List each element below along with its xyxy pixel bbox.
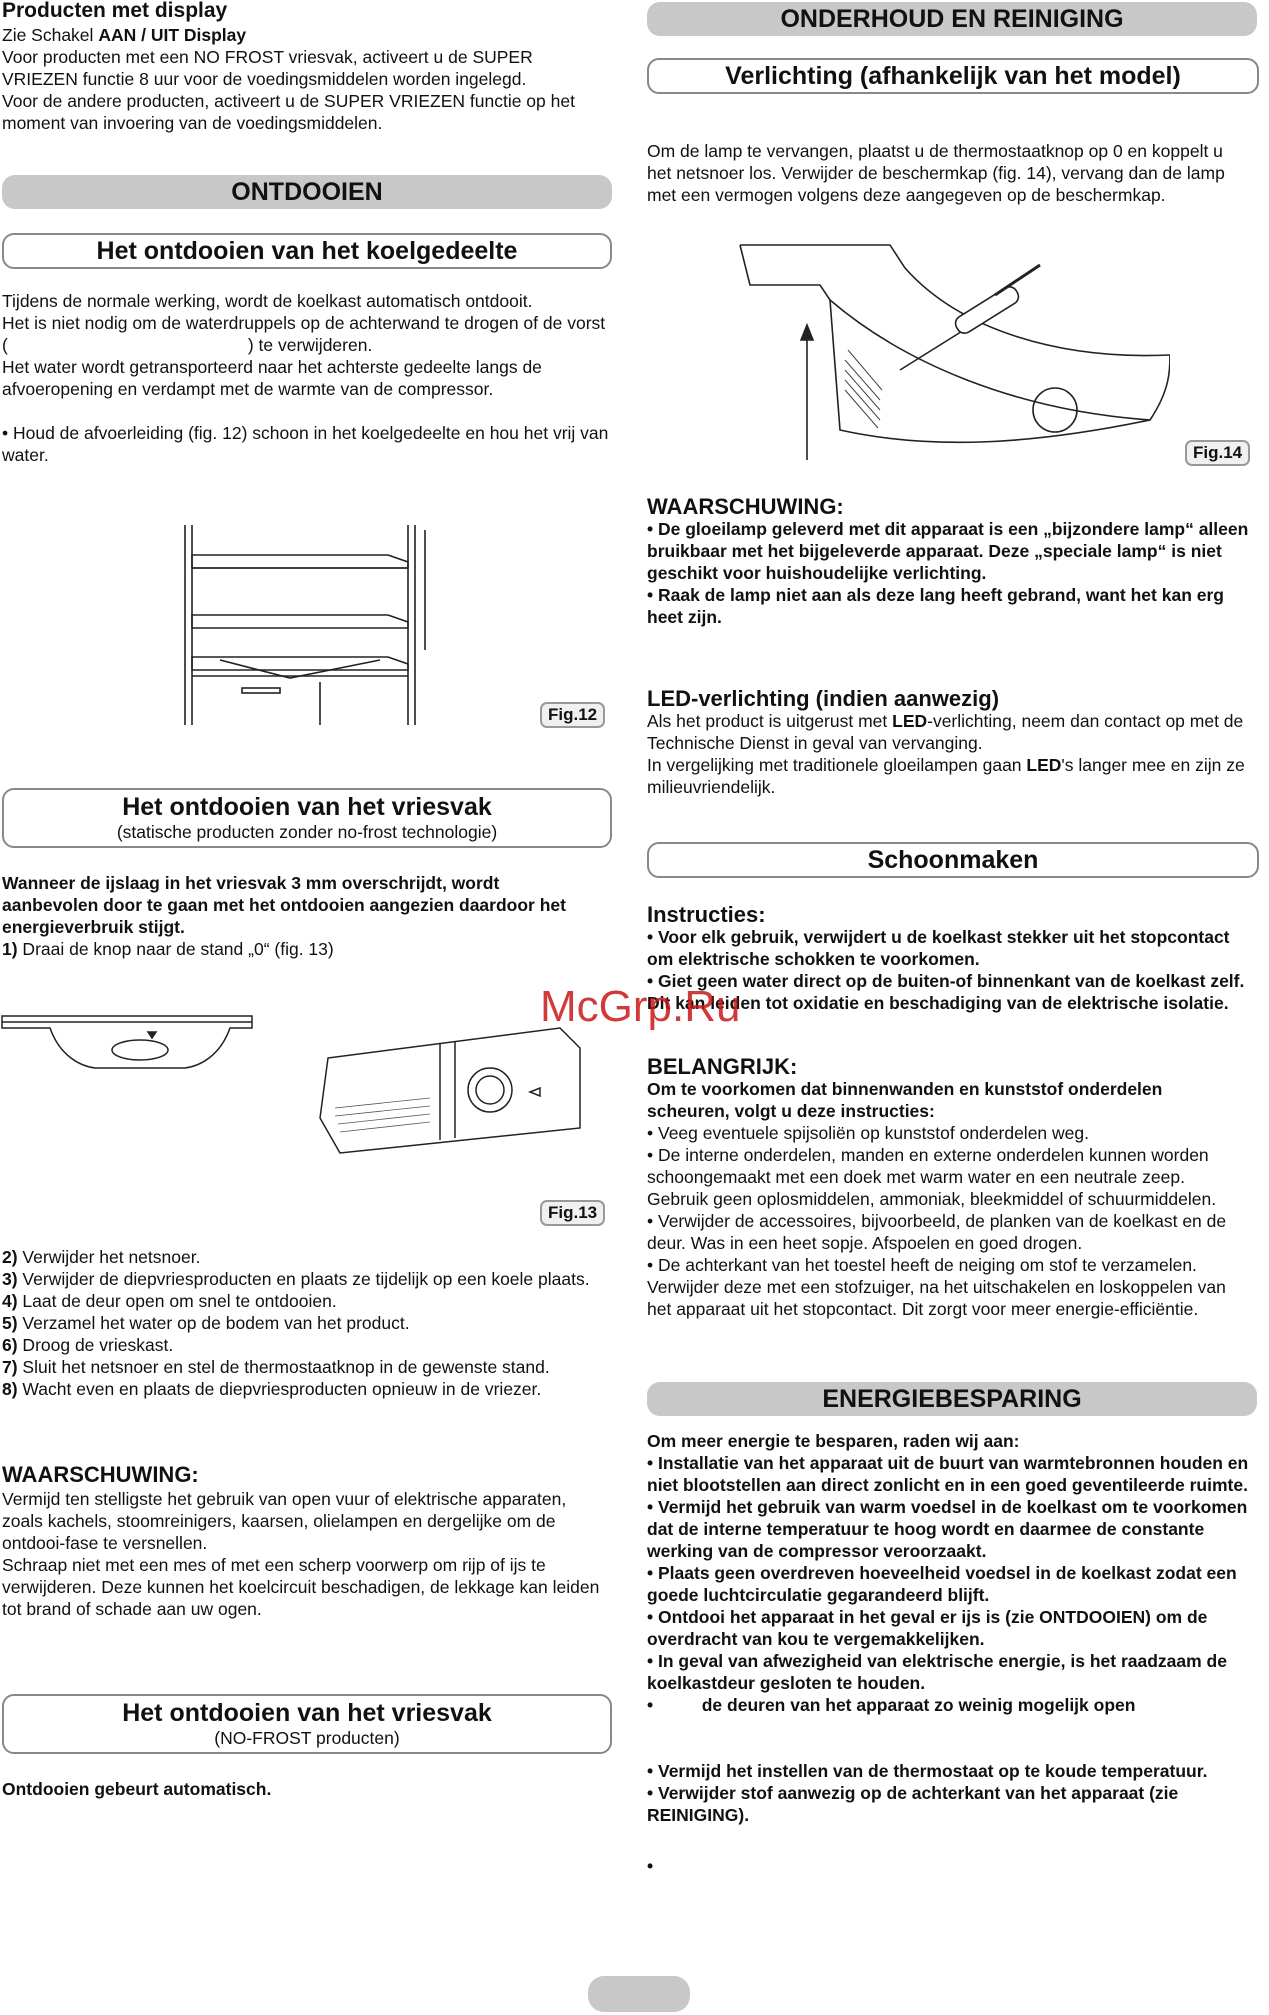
nofrost-header-sub: (NO-FROST producten) (214, 1728, 400, 1748)
energie-list (647, 1430, 1265, 1716)
instructies-title: Instructies: (647, 902, 766, 927)
list-item: Om meer energie te besparen, raden wij aan: (647, 1431, 1020, 1451)
vriesvak-header (2, 788, 612, 848)
led-title: LED-verlichting (indien aanwezig) (647, 686, 1000, 711)
intro-paragraph-1: Voor producten met een NO FROST vriesvak, activeert u de SUPER VRIEZEN functie 8 uur voor de voedingsmiddelen worden ingelegd. (2, 47, 533, 89)
energiebesparing-header: ENERGIEBESPARING (647, 1382, 1257, 1416)
koel-paragraph-1: Tijdens de normale werking, wordt de koelkast automatisch ontdooit. (2, 291, 533, 311)
koel-paragraph-2 (2, 312, 607, 356)
right-warning-paragraph-1: • De gloeilamp geleverd met dit apparaat is een „bijzondere lamp“ alleen bruikbaar met het bijgeleverde apparaat. Deze „speciale lamp“ is niet geschikt voor huishoudelijke verlichting. (647, 519, 1249, 583)
ontdooien-header: ONTDOOIEN (2, 175, 612, 209)
fig14-label: Fig.14 (1185, 440, 1250, 466)
watermark: McGrp.Ru (540, 982, 741, 1031)
right-warning-paragraph-2: • Raak de lamp niet aan als deze lang heeft gebrand, want het kan erg heet zijn. (647, 585, 1224, 627)
instructies-paragraph-1: • Voor elk gebruik, verwijdert u de koelkast stekker uit het stopcontact om elektrische schokken te voorkomen. (647, 927, 1230, 969)
left-warning-paragraph-2: Schraap niet met een mes of met een scherp voorwerp om rijp of ijs te verwijderen. Deze kunnen het koelcircuit beschadigen, de lekkage kan leiden tot brand of schade aan uw ogen. (2, 1555, 600, 1619)
led-paragraph-1 (647, 710, 1259, 754)
list-item: • De interne onderdelen, manden en externe onderdelen kunnen worden schoongemaakt met een doek met warm water en een neutrale zeep. Gebruik geen oplosmiddelen, ammoniak, bleekmiddel of schuurmiddelen. (647, 1145, 1217, 1209)
step-1-text: Draai de knop naar de stand „0“ (fig. 13) (17, 939, 334, 959)
led-paragraph-1b: -verlichting, neem dan contact op met de Technische Dienst in geval van vervanging. (647, 711, 1244, 753)
belangrijk-list (647, 1122, 1251, 1320)
list-item: • De achterkant van het toestel heeft de neiging om stof te verzamelen. Verwijder deze met een stofzuiger, na het uitschakelen en loskoppelen van het apparaat uit het stopcontact. Dit zorgt voor meer energie-efficiëntie. (647, 1255, 1226, 1319)
fig12-label: Fig.12 (540, 702, 605, 728)
nofrost-text: Ontdooien gebeurt automatisch. (2, 1779, 272, 1799)
fig13-knob-illustration (0, 1008, 620, 1158)
left-warning-title: WAARSCHUWING: (2, 1462, 199, 1487)
step-1 (2, 938, 612, 960)
led-paragraph-2a: In vergelijking met traditionele gloeilampen gaan (647, 755, 1027, 775)
led-paragraph-2 (647, 754, 1259, 798)
step-item: 2) Verwijder het netsnoer. (2, 1247, 201, 1267)
koel-paragraph-2a: Het is niet nodig om de waterdruppels op de achterwand te drogen of de vorst ( (2, 313, 606, 355)
koel-paragraph-3: Het water wordt getransporteerd naar het achterste gedeelte langs de afvoeropening en verdampt met de warmte van de compressor. (2, 357, 542, 399)
belangrijk-title: BELANGRIJK: (647, 1054, 798, 1079)
led-paragraph-1a: Als het product is uitgerust met (647, 711, 893, 731)
list-item: • Veeg eventuele spijsoliën op kunststof onderdelen weg. (647, 1123, 1089, 1143)
step-item: 7) Sluit het netsnoer en stel de thermostaatknop in de gewenste stand. (2, 1357, 550, 1377)
fig13-label: Fig.13 (540, 1200, 605, 1226)
led-paragraph-2b: 's langer mee en zijn ze milieuvriendelijk. (647, 755, 1245, 797)
step-item: 3) Verwijder de diepvriesproducten en plaats ze tijdelijk op een koele plaats. (2, 1269, 590, 1289)
fig12-shelves-illustration (180, 520, 480, 730)
vriesvak-bold-paragraph: Wanneer de ijslaag in het vriesvak 3 mm overschrijdt, wordt aanbevolen door te gaan met het ontdooien aangezien daardoor het energieverbruik stijgt. (2, 873, 566, 937)
energie-list-more (647, 1760, 1259, 1826)
intro-line1 (2, 24, 612, 46)
vriesvak-header-sub: (statische producten zonder no-frost technologie) (116, 822, 498, 842)
list-item: • de deuren van het apparaat zo weinig mogelijk open (647, 1695, 1136, 1715)
led-word: LED (892, 711, 928, 731)
intro-title: Producten met display (2, 0, 228, 22)
lone-bullet: • (647, 1856, 654, 1876)
list-item: • Verwijder de accessoires, bijvoorbeeld, de planken van de koelkast en de deur. Was in een heet sopje. Afspoelen en goed drogen. (647, 1211, 1227, 1253)
fig14-lamp-illustration (730, 240, 1170, 470)
list-item: • Installatie van het apparaat uit de buurt van warmtebronnen houden en niet blootstellen aan direct zonlicht en in een goed geventileerde ruimte. (647, 1453, 1249, 1495)
step-item: 8) Wacht even en plaats de diepvriesproducten opnieuw in de vriezer. (2, 1379, 542, 1399)
intro-line1-prefix: Zie Schakel (2, 25, 94, 45)
schoonmaken-header: Schoonmaken (647, 842, 1259, 878)
nofrost-header-title: Het ontdooien van het vriesvak (122, 1699, 492, 1727)
left-warning-paragraph-1: Vermijd ten stelligste het gebruik van open vuur of elektrische apparaten, zoals kachels, stoomreinigers, kaarsen, olielampen en dergelijke om de ontdooi-fase te versnellen. (2, 1489, 567, 1553)
belangrijk-bold: Om te voorkomen dat binnenwanden en kunststof onderdelen scheuren, volgt u deze instructies: (647, 1079, 1163, 1121)
nofrost-header (2, 1694, 612, 1754)
step-item: 4) Laat de deur open om snel te ontdooien. (2, 1291, 337, 1311)
koel-paragraph-4: • Houd de afvoerleiding (fig. 12) schoon in het koelgedeelte en hou het vrij van water. (2, 423, 609, 465)
list-item: • Vermijd het gebruik van warm voedsel in de koelkast om te voorkomen dat de interne temperatuur te hoog wordt en daarmee de constante werking van de compressor veroorzaakt. (647, 1497, 1248, 1561)
onderhoud-header: ONDERHOUD EN REINIGING (647, 2, 1257, 36)
instructies-paragraph-2: • Giet geen water direct op de buiten-of binnenkant van de koelkast zelf. Dit kan leiden tot oxidatie en beschadiging van de elektrische isolatie. (647, 971, 1245, 1013)
right-warning-title: WAARSCHUWING: (647, 494, 844, 519)
list-item: • Ontdooi het apparaat in het geval er ijs is (zie ONTDOOIEN) om de overdracht van kou te vergemakkelijken. (647, 1607, 1208, 1649)
defrost-steps (2, 1246, 614, 1400)
page-number-tab (588, 1976, 690, 2012)
list-item: • Plaats geen overdreven hoeveelheid voedsel in de koelkast zodat een goede luchtcirculatie gegarandeerd blijft. (647, 1563, 1237, 1605)
verlichting-header: Verlichting (afhankelijk van het model) (647, 58, 1259, 94)
list-item: • Vermijd het instellen van de thermostaat op te koude temperatuur. (647, 1761, 1208, 1781)
step-item: 6) Droog de vrieskast. (2, 1335, 174, 1355)
led-word-2: LED (1026, 755, 1062, 775)
list-item: • In geval van afwezigheid van elektrische energie, is het raadzaam de koelkastdeur gesloten te houden. (647, 1651, 1227, 1693)
intro-line1-bold: AAN / UIT Display (98, 25, 247, 45)
vriesvak-header-title: Het ontdooien van het vriesvak (122, 793, 492, 821)
step-1-number: 1) (2, 939, 18, 959)
list-item: • Verwijder stof aanwezig op de achterkant van het apparaat (zie REINIGING). (647, 1783, 1179, 1825)
lamp-paragraph: Om de lamp te vervangen, plaatst u de thermostaatknop op 0 en koppelt u het netsnoer los. Verwijder de beschermkap (fig. 14), vervang dan de lamp met een vermogen volgens deze aangegeven op de beschermkap. (647, 141, 1225, 205)
koel-paragraph-2b: ) te verwijderen. (247, 335, 373, 355)
intro-paragraph-2: Voor de andere producten, activeert u de SUPER VRIEZEN functie op het moment van invoering van de voedingsmiddelen. (2, 91, 575, 133)
koelgedeelte-header: Het ontdooien van het koelgedeelte (2, 233, 612, 269)
step-item: 5) Verzamel het water op de bodem van het product. (2, 1313, 410, 1333)
